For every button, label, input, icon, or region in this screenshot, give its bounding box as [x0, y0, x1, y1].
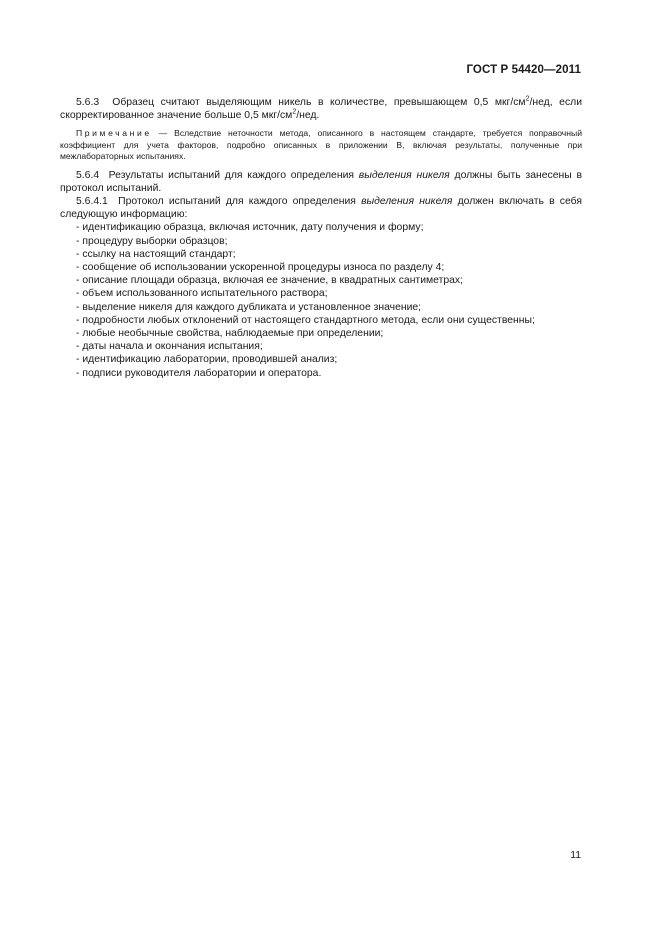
paragraph-text: /нед.: [296, 110, 320, 122]
note-dash: —: [151, 128, 175, 139]
list-item: - подписи руководителя лаборатории и оператора.: [76, 367, 322, 379]
paragraph-text: /нед, если скорректированное значение больше 0,5 мкг/см: [60, 97, 583, 122]
report-contents-list: [60, 221, 582, 379]
paragraph-text: должен включать в себя следующую информацию:: [60, 196, 582, 221]
emphasis-term: выделения никеля: [361, 196, 453, 208]
list-item: - объем использованного испытательного раствора;: [76, 288, 328, 300]
emphasis-term: выделения никеля: [358, 169, 450, 181]
list-item: - процедуру выборки образцов;: [76, 235, 228, 247]
superscript: 2: [525, 95, 530, 103]
list-item: - описание площади образца, включая ее значение, в квадратных сантиметрах;: [76, 275, 463, 287]
paragraph-text: Результаты испытаний для каждого определения: [108, 169, 359, 181]
superscript: 2: [292, 108, 297, 116]
clause-number: 5.6.4.1: [76, 196, 108, 208]
paragraph-text: Протокол испытаний для каждого определения: [118, 196, 362, 208]
clause-number: 5.6.4: [76, 169, 100, 181]
note-text: Вследствие неточности метода, описанного в настоящем стандарте, требуется поправочный коэффициент для учета факторов, подробно описанных в приложении В, включая результаты, полученные при межлабораторных испытаниях.: [60, 128, 583, 162]
paragraph-5-6-4-1: [60, 195, 582, 221]
list-item: - идентификацию лаборатории, проводившей анализ;: [76, 354, 338, 366]
list-item: - любые необычные свойства, наблюдаемые при определении;: [76, 328, 384, 340]
document-code: ГОСТ Р 54420—2011: [466, 64, 581, 76]
paragraph-5-6-3: [60, 96, 582, 122]
list-item: - подробности любых отклонений от настоящего стандартного метода, если они существенны;: [76, 314, 535, 326]
document-body: [60, 96, 582, 380]
note-label: Примечание: [76, 128, 152, 139]
clause-number: 5.6.3: [76, 97, 100, 108]
paragraph-5-6-4: [60, 169, 582, 195]
paragraph-text: должны быть занесены в протокол испытаний.: [60, 169, 582, 194]
list-item: - даты начала и окончания испытания;: [76, 341, 263, 353]
list-item: - выделение никеля для каждого дубликата и установленное значение;: [76, 301, 422, 313]
page-number: 11: [570, 850, 581, 861]
paragraph-text: Образец считают выделяющим никель в количестве, превышающем 0,5 мкг/см: [112, 97, 526, 108]
note: [60, 128, 582, 162]
list-item: - сообщение об использовании ускоренной процедуры износа по разделу 4;: [76, 262, 445, 274]
list-item: - ссылку на настоящий стандарт;: [76, 248, 236, 260]
list-item: - идентификацию образца, включая источник, дату получения и форму;: [76, 222, 424, 234]
